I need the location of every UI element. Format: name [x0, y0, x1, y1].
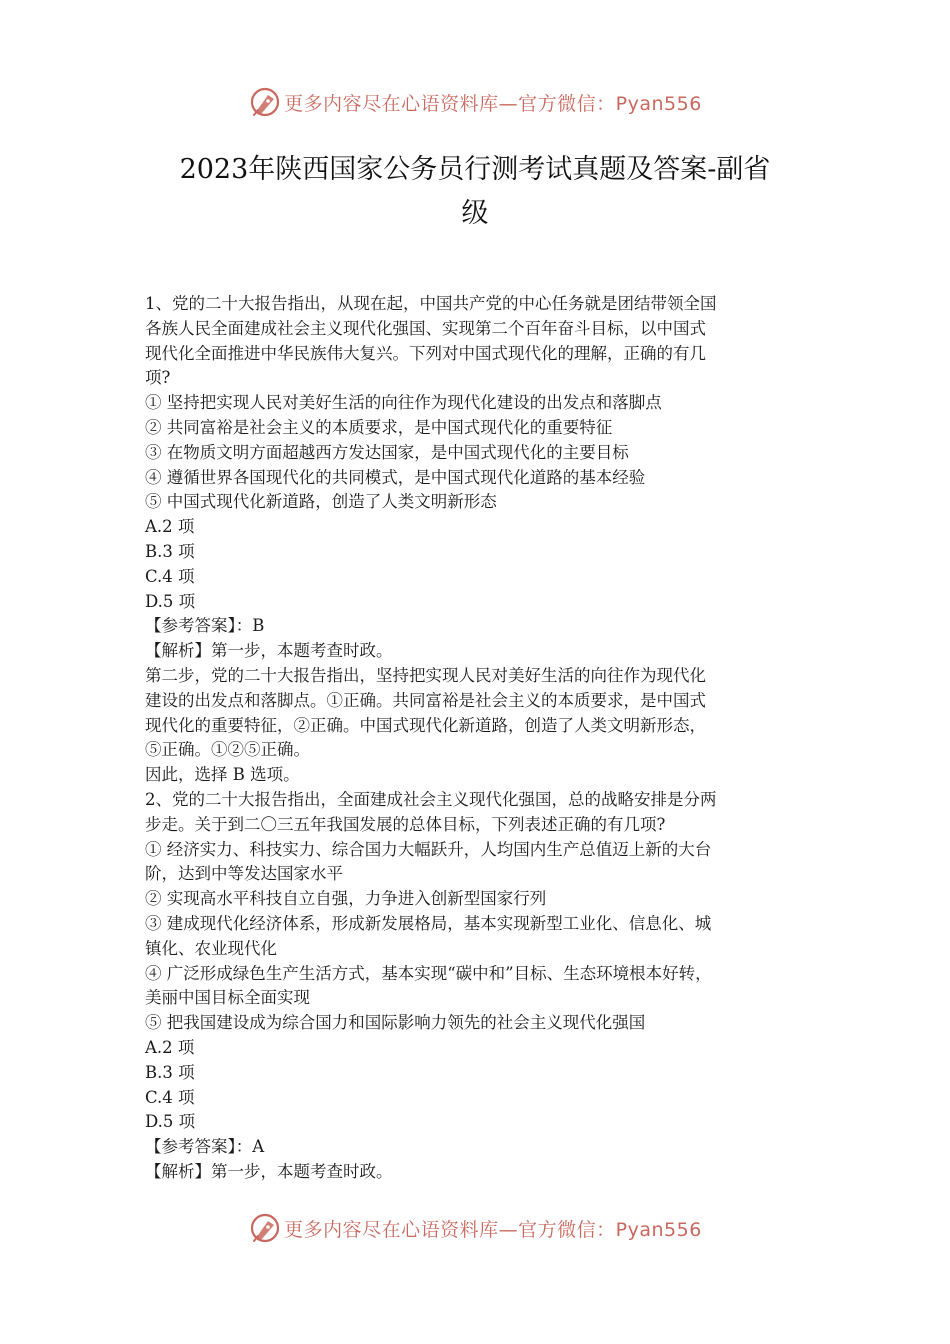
- body-line: 因此，选择 B 选项。: [145, 765, 300, 785]
- body-line: 【解析】第一步，本题考查时政。: [145, 641, 393, 661]
- body-line: A.2 项: [145, 517, 195, 537]
- body-line: 【解析】第一步，本题考查时政。: [145, 1161, 393, 1181]
- header-watermark: [0, 82, 950, 122]
- body-line: 各族人民全面建成社会主义现代化强国、实现第二个百年奋斗目标，以中国式: [145, 318, 706, 338]
- body-line: 现代化全面推进中华民族伟大复兴。下列对中国式现代化的理解，正确的有几: [145, 343, 706, 363]
- body-line: 1、党的二十大报告指出，从现在起，中国共产党的中心任务就是团结带领全国: [145, 294, 717, 313]
- body-line: ⑤ 中国式现代化新道路，创造了人类文明新形态: [145, 492, 497, 512]
- body-line: ⑤ 把我国建设成为综合国力和国际影响力领先的社会主义现代化强国: [145, 1013, 646, 1033]
- body-line: D.5 项: [145, 591, 196, 611]
- body-line: ③ 建成现代化经济体系，形成新发展格局，基本实现新型工业化、信息化、城: [145, 913, 712, 933]
- watermark-text: 更多内容尽在心语资料库—官方微信：Pyan556: [284, 92, 702, 115]
- body-line: C.4 项: [145, 1087, 195, 1107]
- body-line: ⑤正确。①②⑤正确。: [145, 740, 310, 760]
- body-line: ② 共同富裕是社会主义的本质要求，是中国式现代化的重要特征: [145, 417, 613, 437]
- body-line: ④ 遵循世界各国现代化的共同模式，是中国式现代化道路的基本经验: [145, 467, 646, 487]
- document-title: [140, 148, 810, 236]
- body-line: 第二步，党的二十大报告指出，坚持把实现人民对美好生活的向往作为现代化: [145, 665, 706, 685]
- body-line: 【参考答案】：B: [145, 616, 265, 636]
- body-line: ④ 广泛形成绿色生产生活方式，基本实现“碳中和”目标、生态环境根本好转，: [145, 963, 712, 983]
- pen-nib-icon: [248, 1211, 282, 1245]
- body-line: 镇化、农业现代化: [145, 938, 277, 958]
- body-line: 【参考答案】：A: [145, 1137, 265, 1157]
- body-line: 步走。关于到二〇三五年我国发展的总体目标，下列表述正确的有几项?: [145, 814, 666, 834]
- body-line: B.3 项: [145, 541, 195, 561]
- body-line: ① 坚持把实现人民对美好生活的向往作为现代化建设的出发点和落脚点: [145, 393, 662, 413]
- body-line: B.3 项: [145, 1062, 195, 1082]
- title-line: 级: [461, 198, 489, 229]
- body-line: C.4 项: [145, 566, 195, 586]
- body-line: 现代化的重要特征，②正确。中国式现代化新道路，创造了人类文明新形态，: [145, 715, 706, 735]
- footer-watermark: [0, 1208, 950, 1248]
- body-line: 建设的出发点和落脚点。①正确。共同富裕是社会主义的本质要求，是中国式: [145, 690, 706, 710]
- body-line: D.5 项: [145, 1112, 196, 1132]
- watermark-text: 更多内容尽在心语资料库—官方微信：Pyan556: [284, 1218, 702, 1241]
- body-line: A.2 项: [145, 1037, 195, 1057]
- document-body: [145, 292, 815, 1185]
- body-line: ① 经济实力、科技实力、综合国力大幅跃升，人均国内生产总值迈上新的大台: [145, 839, 712, 859]
- body-line: 阶，达到中等发达国家水平: [145, 864, 343, 884]
- body-line: 项?: [145, 368, 171, 388]
- pen-nib-icon: [248, 85, 282, 119]
- body-line: ② 实现高水平科技自立自强，力争进入创新型国家行列: [145, 889, 547, 909]
- body-line: 美丽中国目标全面实现: [145, 988, 310, 1008]
- body-line: ③ 在物质文明方面超越西方发达国家，是中国式现代化的主要目标: [145, 442, 629, 462]
- body-line: 2、党的二十大报告指出，全面建成社会主义现代化强国，总的战略安排是分两: [145, 789, 717, 809]
- title-line: 2023年陕西国家公务员行测考试真题及答案-副省: [179, 154, 771, 185]
